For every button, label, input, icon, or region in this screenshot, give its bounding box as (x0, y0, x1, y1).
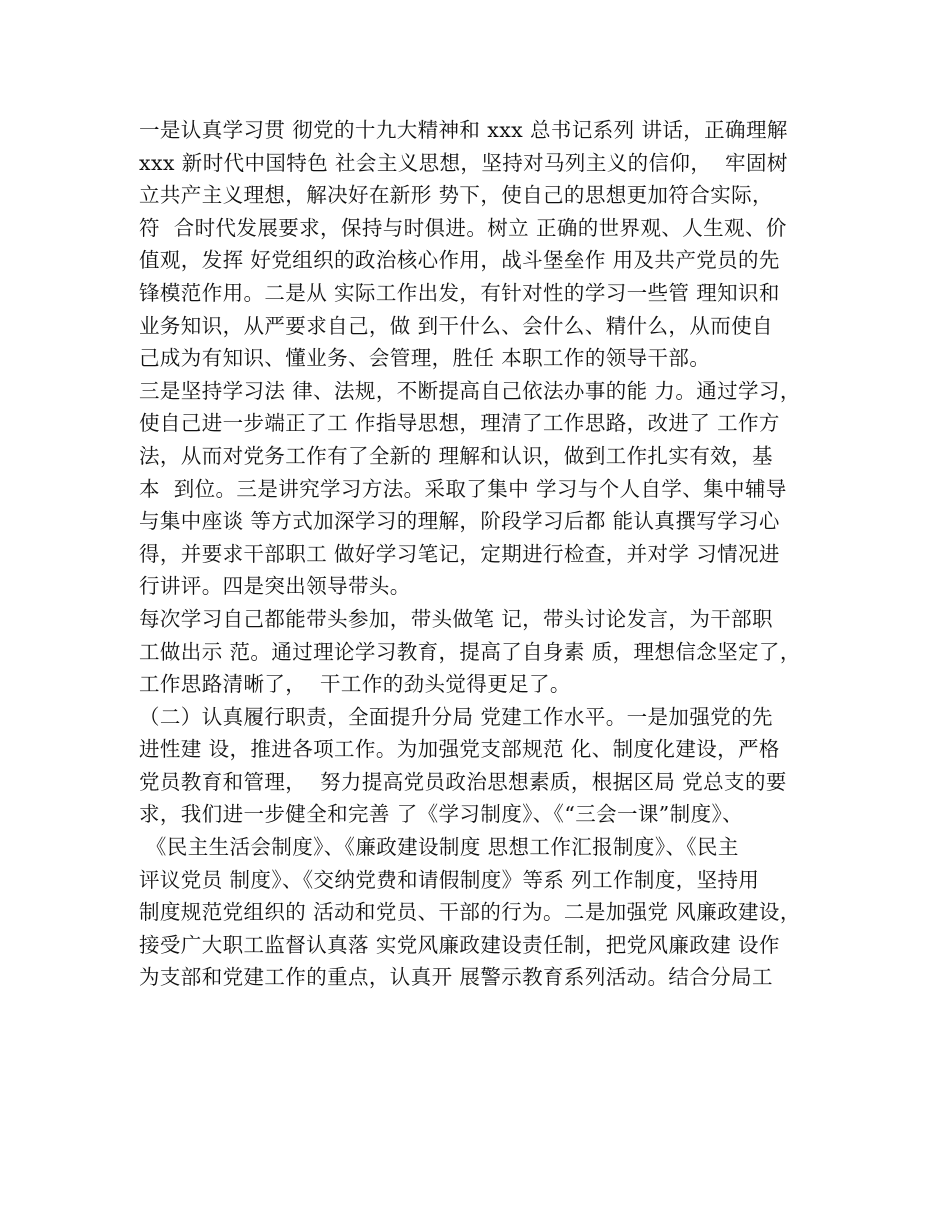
text-line: 法，从而对党务工作有了全新的 理解和认识，做到工作扎实有效，基 (139, 443, 773, 468)
text-line: 每次学习自己都能带头参加，带头做笔 记，带头讨论发言，为干部职 (139, 606, 773, 631)
text-line: 三是坚持学习法 律、法规，不断提高自己依法办事的能 力。通过学习， (139, 378, 801, 403)
text-line: 为支部和党建工作的重点，认真开 展警示教育系列活动。结合分局工 (139, 965, 773, 990)
text-line: 本 到位。三是讲究学习方法。采取了集中 学习与个人自学、集中辅导 (139, 476, 787, 501)
text-line: 业务知识，从严要求自己，做 到干什么、会什么、精什么，从而使自 (139, 313, 773, 338)
text-line: 行讲评。四是突出领导带头。 (139, 574, 411, 599)
text-line: 求，我们进一步健全和完善 了《学习制度》、《“三会一课”制度》、 (139, 802, 744, 827)
text-line: 接受广大职工监督认真落 实党风廉政建设责任制，把党风廉政建 设作 (139, 932, 780, 957)
text-line: 锋模范作用。二是从 实际工作出发，有针对性的学习一些管 理知识和 (139, 280, 780, 305)
text-line: 符 合时代发展要求，保持与时俱进。树立 正确的世界观、人生观、价 (139, 215, 787, 240)
text-line: 值观，发挥 好党组织的政治核心作用，战斗堡垒作 用及共产党员的先 (139, 248, 780, 273)
text-line: 制度规范党组织的 活动和党员、干部的行为。二是加强党 风廉政建设， (139, 900, 801, 925)
body-text (139, 114, 829, 994)
text-line: 《民主生活会制度》、《廉政建设制度 思想工作汇报制度》、《民主 (139, 835, 739, 860)
text-line: 工作思路清晰了， 干工作的劲头觉得更足了。 (139, 672, 571, 697)
text-line: 一是认真学习贯 彻党的十九大精神和 xxx 总书记系列 讲话，正确理解 (139, 118, 788, 142)
text-line: 评议党员 制度》、《交纳党费和请假制度》等系 列工作制度，坚持用 (139, 867, 760, 892)
text-line: 与集中座谈 等方式加深学习的理解，阶段学习后都 能认真撰写学习心 (139, 509, 780, 534)
text-line: 使自己进一步端正了工 作指导思想，理清了工作思路，改进了 工作方 (139, 411, 780, 436)
text-line: xxx 新时代中国特色 社会主义思想，坚持对马列主义的信仰， 牢固树 (139, 150, 788, 175)
text-line: 党员教育和管理， 努力提高党员政治思想素质，根据区局 党总支的要 (139, 769, 787, 794)
text-line: 己成为有知识、懂业务、会管理，胜任 本职工作的领导干部。 (139, 346, 711, 371)
text-line: 进性建 设，推进各项工作。为加强党支部规范 化、制度化建设，严格 (139, 737, 780, 762)
text-line: 工做出示 范。通过理论学习教育，提高了自身素 质，理想信念坚定了， (139, 639, 801, 664)
text-line: 立共产主义理想，解决好在新形 势下，使自己的思想更加符合实际， (139, 183, 773, 208)
text-line: 得，并要求干部职工 做好学习笔记，定期进行检查，并对学 习情况进 (139, 541, 780, 566)
text-line: （二）认真履行职责，全面提升分局 党建工作水平。一是加强党的先 (139, 704, 773, 729)
